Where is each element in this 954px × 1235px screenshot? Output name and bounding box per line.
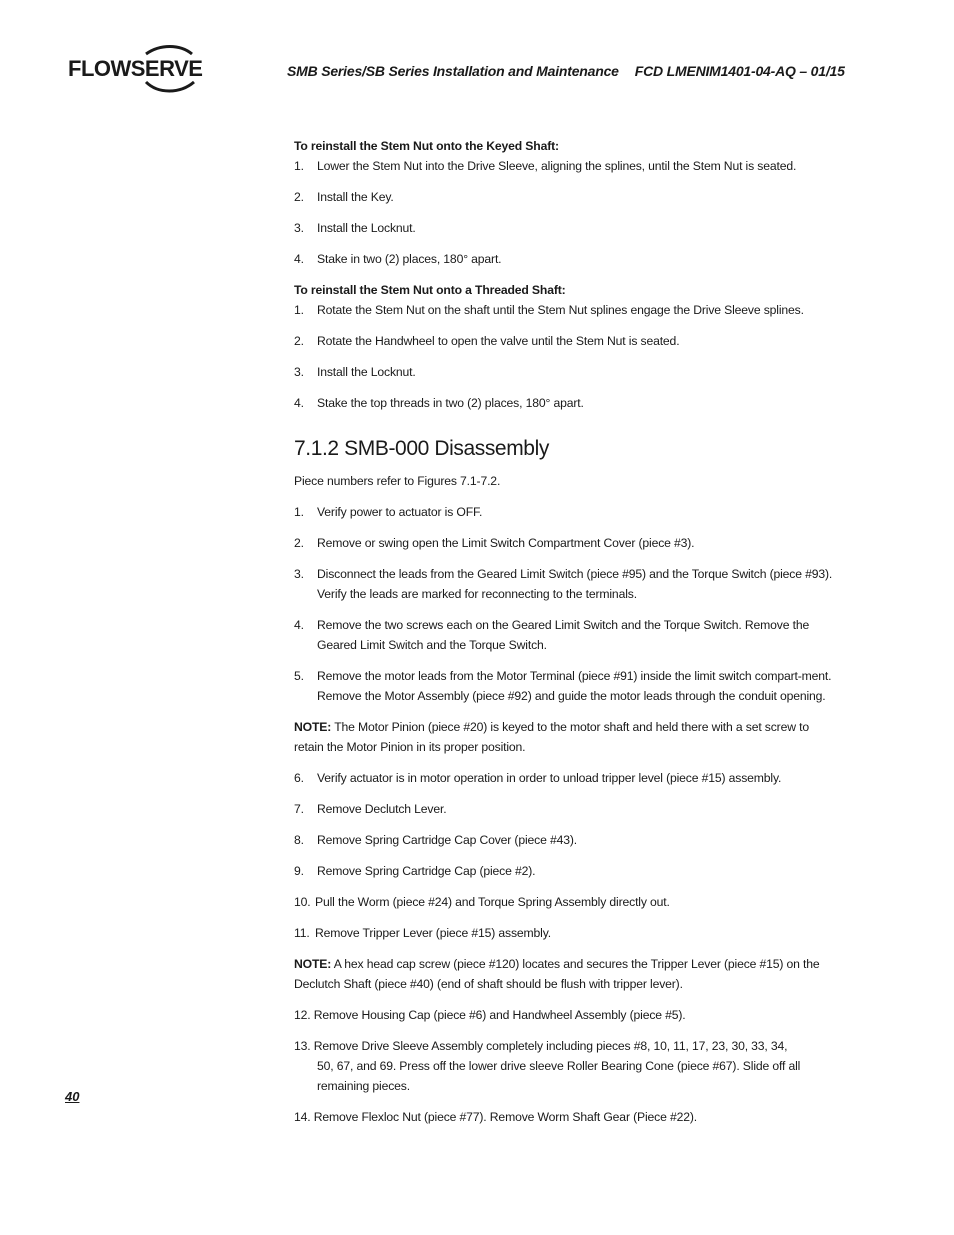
list-item-number: 2.	[294, 190, 304, 204]
section-title: 7.1.2 SMB-000 Disassembly	[294, 437, 549, 460]
list-item-text: Remove Declutch Lever.	[317, 802, 447, 816]
keyed-heading: To reinstall the Stem Nut onto the Keyed Shaft:	[294, 139, 559, 153]
list-item	[294, 156, 834, 176]
list-item-number: 1.	[294, 505, 304, 519]
list-item	[294, 533, 834, 553]
list-item-text: Remove the motor leads from the Motor Terminal (piece #91) inside the limit switch compart-ment. Remove the Motor Assembly (piece #92) and guide the motor leads through the conduit opening.	[317, 669, 832, 703]
step-13-line1: 13. Remove Drive Sleeve Assembly completely including pieces #8, 10, 11, 17, 23, 30, 33, 34,	[294, 1039, 788, 1053]
list-item-text: Pull the Worm (piece #24) and Torque Spring Assembly directly out.	[315, 895, 670, 909]
list-item-number: 3.	[294, 365, 304, 379]
list-item-number: 8.	[294, 833, 304, 847]
note-label: NOTE:	[294, 957, 332, 971]
list-item-number: 4.	[294, 396, 304, 410]
disassembly-steps-a	[294, 502, 834, 706]
list-item-text: Lower the Stem Nut into the Drive Sleeve, aligning the splines, until the Stem Nut is seated.	[317, 159, 797, 173]
list-item	[294, 666, 834, 706]
list-item	[294, 362, 834, 382]
list-item-number: 5.	[294, 669, 304, 683]
list-item-text: Remove or swing open the Limit Switch Compartment Cover (piece #3).	[317, 536, 695, 550]
keyed-steps-list	[294, 156, 834, 269]
list-item-number: 4.	[294, 618, 304, 632]
list-item-number: 10.	[294, 895, 311, 909]
list-item-text: Verify actuator is in motor operation in order to unload tripper level (piece #15) assembly.	[317, 771, 782, 785]
list-item-number: 9.	[294, 864, 304, 878]
list-item-text: Install the Key.	[317, 190, 394, 204]
list-item-text: Install the Locknut.	[317, 221, 416, 235]
header-doc-code: FCD LMENIM1401-04-AQ – 01/15	[634, 63, 845, 79]
list-item-text: Rotate the Handwheel to open the valve until the Stem Nut is seated.	[317, 334, 680, 348]
list-item-number: 6.	[294, 771, 304, 785]
list-item	[294, 393, 834, 413]
list-item	[294, 861, 834, 881]
threaded-heading: To reinstall the Stem Nut onto a Threaded Shaft:	[294, 283, 566, 297]
running-header	[287, 63, 845, 79]
list-item-text: Rotate the Stem Nut on the shaft until the Stem Nut splines engage the Drive Sleeve splines.	[317, 303, 804, 317]
list-item-text: Remove the two screws each on the Geared Limit Switch and the Torque Switch. Remove the Geared Limit Switch and the Torque Switch.	[317, 618, 810, 652]
list-item	[294, 249, 834, 269]
list-item	[294, 799, 834, 819]
step-12: 12. Remove Housing Cap (piece #6) and Handwheel Assembly (piece #5).	[294, 1008, 686, 1022]
note-text: A hex head cap screw (piece #120) locates and secures the Tripper Lever (piece #15) on the Declutch Shaft (piece #40) (end of shaft should be flush with tripper lever).	[294, 957, 820, 991]
list-item-text: Verify power to actuator is OFF.	[317, 505, 483, 519]
step-14: 14. Remove Flexloc Nut (piece #77). Remove Worm Shaft Gear (Piece #22).	[294, 1110, 697, 1124]
logo-wordmark: FLOWSERVE	[68, 56, 203, 81]
note-text: The Motor Pinion (piece #20) is keyed to the motor shaft and held there with a set screw to retain the Motor Pinion in its proper position.	[294, 720, 809, 754]
list-item	[294, 502, 834, 522]
list-item	[294, 615, 834, 655]
list-item-number: 1.	[294, 159, 304, 173]
header-title: SMB Series/SB Series Installation and Maintenance	[287, 63, 619, 79]
logo-swoosh-icon	[68, 44, 208, 96]
list-item-number: 3.	[294, 221, 304, 235]
list-item-number: 7.	[294, 802, 304, 816]
list-item-number: 11.	[294, 926, 310, 940]
list-item-text: Remove Spring Cartridge Cap (piece #2).	[317, 864, 536, 878]
step-13	[294, 1036, 834, 1096]
list-item-text: Remove Spring Cartridge Cap Cover (piece #43).	[317, 833, 577, 847]
list-item-text: Stake in two (2) places, 180° apart.	[317, 252, 502, 266]
list-item	[294, 564, 834, 604]
list-item	[294, 187, 834, 207]
section-intro: Piece numbers refer to Figures 7.1-7.2.	[294, 474, 501, 488]
list-item-number: 3.	[294, 567, 304, 581]
list-item	[294, 768, 834, 788]
list-item-text: Stake the top threads in two (2) places, 180° apart.	[317, 396, 584, 410]
flowserve-logo	[68, 44, 208, 96]
list-item	[294, 830, 834, 850]
page-number: 40	[65, 1089, 80, 1104]
note-label: NOTE:	[294, 720, 332, 734]
list-item	[294, 300, 834, 320]
list-item	[294, 218, 834, 238]
threaded-steps-list	[294, 300, 834, 413]
disassembly-steps-b	[294, 768, 834, 943]
list-item-number: 4.	[294, 252, 304, 266]
step-13-rest: 50, 67, and 69. Press off the lower drive sleeve Roller Bearing Cone (piece #67). Slide off all remaining pieces.	[317, 1059, 801, 1093]
list-item-number: 2.	[294, 536, 304, 550]
list-item	[294, 331, 834, 351]
list-item-number: 1.	[294, 303, 304, 317]
list-item	[294, 892, 834, 912]
list-item-text: Disconnect the leads from the Geared Limit Switch (piece #95) and the Torque Switch (piece #93). Verify the leads are marked for reconnecting to the terminals.	[317, 567, 833, 601]
note-motor-pinion	[294, 717, 834, 757]
list-item-text: Remove Tripper Lever (piece #15) assembly.	[315, 926, 551, 940]
list-item-number: 2.	[294, 334, 304, 348]
list-item	[294, 923, 834, 943]
main-content	[294, 136, 834, 1138]
note-tripper-lever	[294, 954, 834, 994]
list-item-text: Install the Locknut.	[317, 365, 416, 379]
